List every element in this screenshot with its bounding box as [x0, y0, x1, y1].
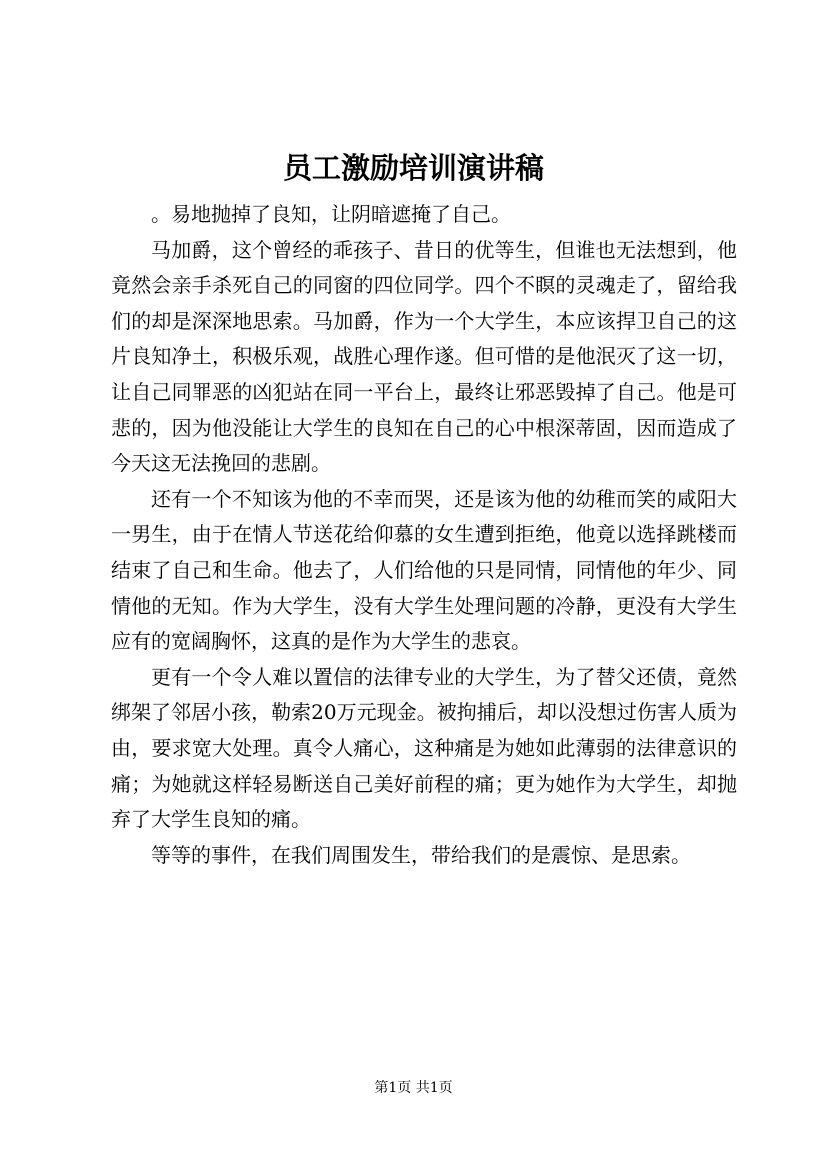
paragraph-5: 等等的事件，在我们周围发生，带给我们的是震惊、是思索。 — [151, 842, 691, 867]
paragraph-1: 。易地抛掉了良知，让阴暗遮掩了自己。 — [151, 202, 511, 226]
page-footer: 第1页 共1页 — [374, 1080, 453, 1096]
document-title: 员工激励培训演讲稿 — [282, 151, 544, 185]
paragraph-3: 还有一个不知该为他的不幸而哭，还是该为他的幼稚而笑的咸阳大一男生，由于在情人节送花给仰慕的女生遭到拒绝，他竟以选择跳楼而结束了自己和生命。他去了，人们给他的只是同情，同情他的年少、同情他的无知。作为大学生，没有大学生处理问题的冷静，更没有大学生应有的宽阔胸怀，这真的是作为大学生的悲哀。 — [111, 486, 737, 654]
paragraph-4: 更有一个令人难以置信的法律专业的大学生，为了替父还债，竟然绑架了邻居小孩，勒索20万元现金。被拘捕后，却以没想过伤害人质为由，要求宽大处理。真令人痛心，这种痛是为她如此薄弱的法律意识的痛；为她就这样轻易断送自己美好前程的痛；更为她作为大学生，却抛弃了大学生良知的痛。 — [111, 664, 737, 832]
document-body — [111, 197, 737, 873]
paragraph-2: 马加爵，这个曾经的乖孩子、昔日的优等生，但谁也无法想到，他竟然会亲手杀死自己的同窗的四位同学。四个不瞑的灵魂走了，留给我们的却是深深地思索。马加爵，作为一个大学生，本应该捍卫自己的这片良知净土，积极乐观，战胜心理作遂。但可惜的是他泯灭了这一切，让自己同罪恶的凶犯站在同一平台上，最终让邪恶毁掉了自己。他是可悲的，因为他没能让大学生的良知在自己的心中根深蒂固，因而造成了今天这无法挽回的悲剧。 — [111, 237, 737, 476]
